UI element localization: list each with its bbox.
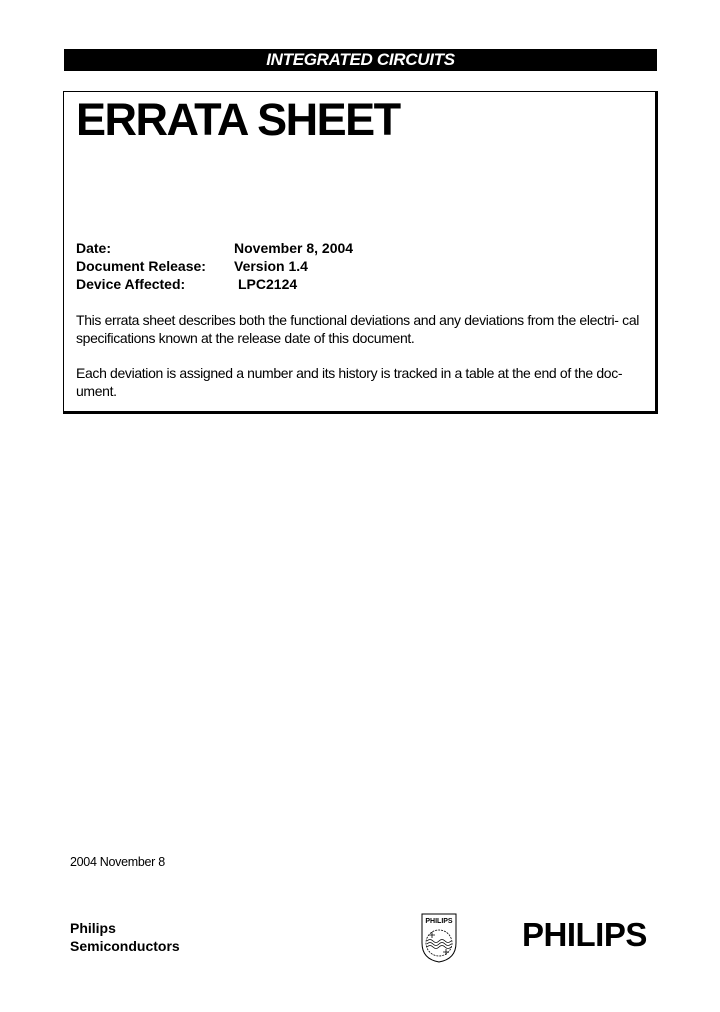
meta-value: Version 1.4: [234, 258, 308, 274]
meta-row-date: [76, 239, 353, 257]
company-name: [70, 919, 180, 955]
meta-label: Device Affected:: [76, 276, 186, 292]
tracking-paragraph: Each deviation is assigned a number and its history is tracked in a table at the end of the doc- ument.: [76, 365, 623, 399]
meta-label: Document Release:: [76, 258, 206, 274]
meta-label: Date:: [76, 240, 112, 256]
philips-wordmark: PHILIPS: [522, 916, 647, 953]
shield-text: PHILIPS: [425, 918, 453, 925]
title-box: [63, 91, 658, 414]
meta-row-device: [76, 275, 353, 293]
meta-row-release: [76, 257, 353, 275]
category-banner: INTEGRATED CIRCUITS: [64, 49, 657, 71]
document-title: ERRATA SHEET: [76, 94, 400, 145]
company-line-1: Philips: [70, 920, 116, 936]
intro-paragraph: This errata sheet describes both the functional deviations and any deviations from the electri- cal specifications known at the release date of this document.: [76, 312, 640, 346]
document-meta: [76, 239, 353, 293]
company-line-2: Semiconductors: [70, 938, 180, 954]
meta-value: November 8, 2004: [234, 240, 354, 256]
meta-value: LPC2124: [238, 276, 298, 292]
philips-shield-icon: [420, 913, 458, 963]
footer-date: 2004 November 8: [70, 855, 165, 869]
